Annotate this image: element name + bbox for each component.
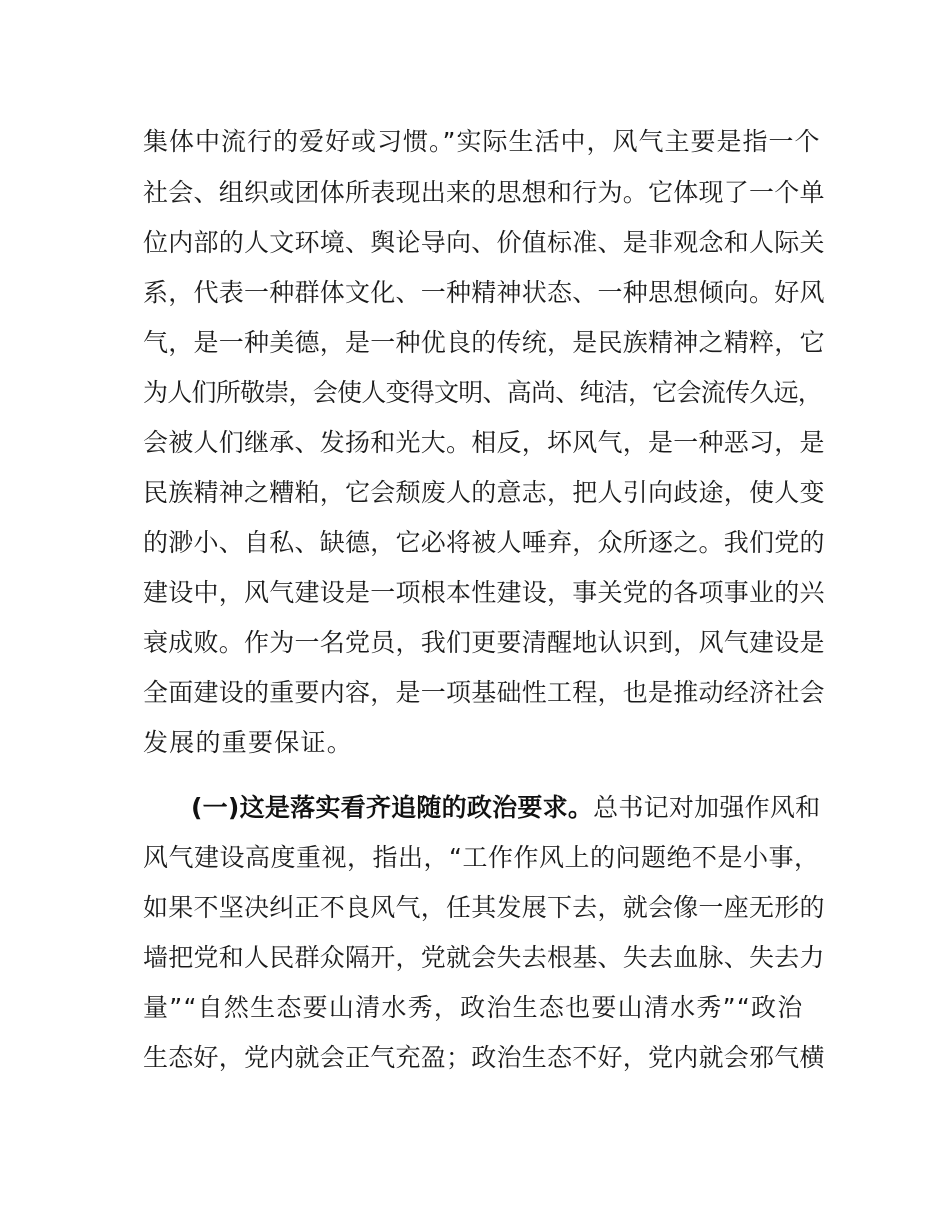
paragraph-2-line-2: 风气建设高度重视，指出，“工作作风上的问题绝不是小事， [143,843,820,872]
paragraph-1-line-8: 民族精神之糟粕，它会颓废人的意志，把人引向歧途，使人变 [143,478,825,507]
paragraph-2-line-4: 墙把党和人民群众隔开，党就会失去根基、失去血脉、失去力 [143,943,825,972]
paragraph-1-line-6: 为人们所敬崇，会使人变得文明、高尚、纯洁，它会流传久远， [143,378,823,407]
paragraph-1-line-11: 衰成败。作为一名党员，我们更要清醒地认识到，风气建设是 [143,628,825,657]
paragraph-1-line-9: 的渺小、自私、缺德，它必将被人唾弃，众所逐之。我们党的 [143,528,825,557]
section-heading: (一)这是落实看齐追随的政治要求。 [191,793,594,822]
paragraph-1-line-12: 全面建设的重要内容，是一项基础性工程，也是推动经济社会 [143,678,825,707]
paragraph-1-line-1: 集体中流行的爱好或习惯。”实际生活中，风气主要是指一个 [143,127,821,156]
paragraph-1-line-3: 位内部的人文环境、舆论导向、价值标准、是非观念和人际关 [143,228,825,257]
paragraph-2-line-1 [191,793,820,823]
paragraph-1-line-7: 会被人们继承、发扬和光大。相反，坏风气，是一种恶习，是 [143,428,825,457]
paragraph-1-line-5: 气，是一种美德，是一种优良的传统，是民族精神之精粹，它 [143,328,825,357]
paragraph-2-line-5: 量”“自然生态要山清水秀，政治生态也要山清水秀”“政治 [143,993,804,1022]
paragraph-1-line-2: 社会、组织或团体所表现出来的思想和行为。它体现了一个单 [143,178,825,207]
paragraph-2-line-6: 生态好，党内就会正气充盈；政治生态不好，党内就会邪气横 [143,1043,825,1072]
paragraph-2-line-1-text: 总书记对加强作风和 [593,793,821,822]
paragraph-1-line-10: 建设中，风气建设是一项根本性建设，事关党的各项事业的兴 [143,578,825,607]
paragraph-1-line-13: 发展的重要保证。 [143,728,354,757]
paragraph-1-line-4: 系，代表一种群体文化、一种精神状态、一种思想倾向。好风 [143,278,825,307]
paragraph-2-line-3: 如果不坚决纠正不良风气，任其发展下去，就会像一座无形的 [143,893,825,922]
